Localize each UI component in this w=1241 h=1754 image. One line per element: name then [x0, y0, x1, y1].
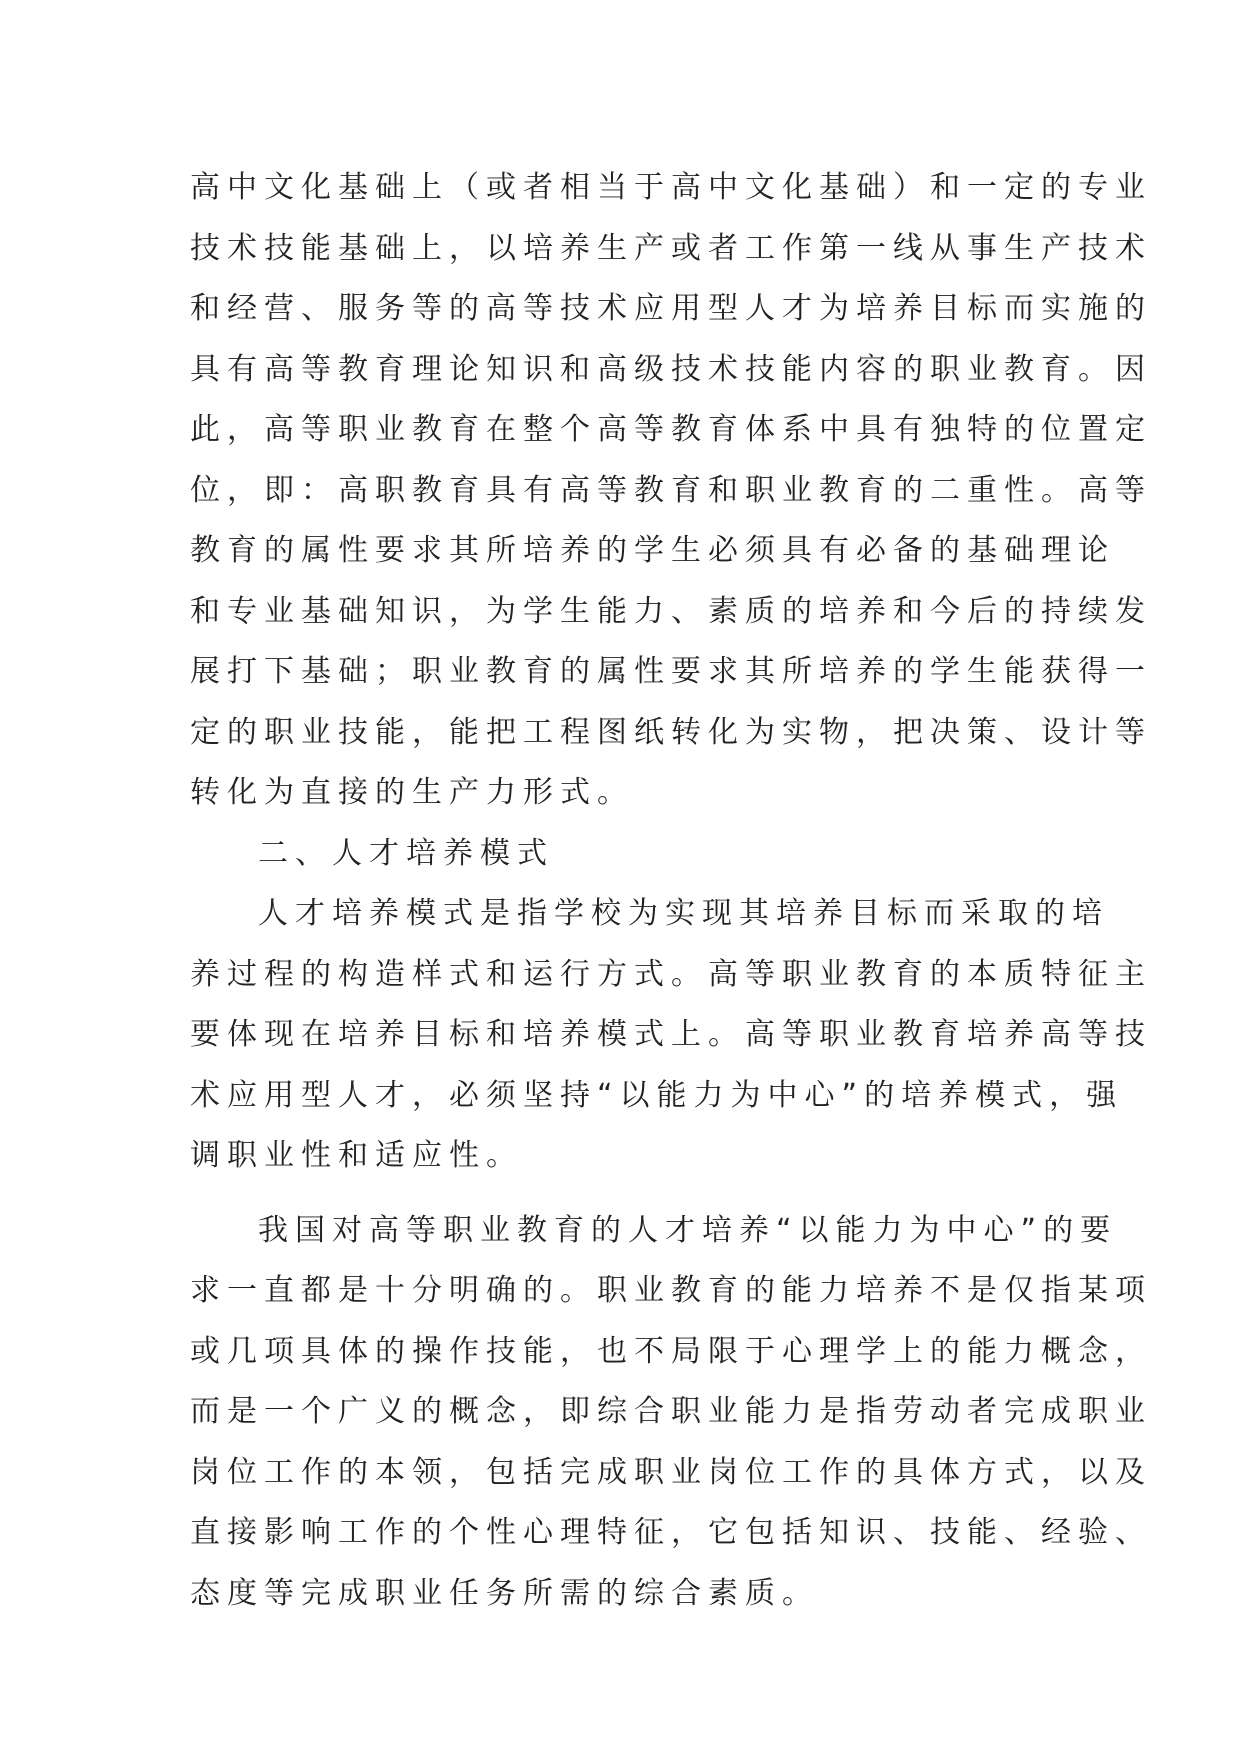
text-line: 人才培养模式是指学校为实现其培养目标而采取的培 [258, 896, 1109, 931]
text-line: 我国对高等职业教育的人才培养“以能力为中心”的要 [258, 1212, 1118, 1248]
text-line: 要体现在培养目标和培养模式上。高等职业教育培养高等技 [190, 1017, 1152, 1052]
text-line: 教育的属性要求其所培养的学生必须具有必备的基础理论 [190, 533, 1115, 568]
text-line: 技术技能基础上，以培养生产或者工作第一线从事生产技术 [190, 230, 1152, 266]
section-heading: 二、人才培养模式 [258, 835, 554, 871]
text-line: 岗位工作的本领，包括完成职业岗位工作的具体方式，以及 [190, 1454, 1152, 1490]
text-line: 和经营、服务等的高等技术应用型人才为培养目标而实施的 [190, 291, 1152, 326]
document-body [190, 158, 1152, 1624]
text-line: 和专业基础知识，为学生能力、素质的培养和今后的持续发 [190, 593, 1152, 629]
text-line: 而是一个广义的概念，即综合职业能力是指劳动者完成职业 [190, 1394, 1152, 1429]
text-line: 转化为直接的生产力形式。 [190, 775, 634, 810]
paragraph-2 [190, 884, 1152, 1187]
text-line: 定的职业技能，能把工程图纸转化为实物，把决策、设计等 [190, 714, 1152, 750]
text-line: 或几项具体的操作技能，也不局限于心理学上的能力概念， [190, 1333, 1152, 1369]
text-line: 养过程的构造样式和运行方式。高等职业教育的本质特征主 [190, 956, 1152, 992]
text-line: 高中文化基础上（或者相当于高中文化基础）和一定的专业 [190, 170, 1152, 205]
text-line: 态度等完成职业任务所需的综合素质。 [190, 1575, 819, 1611]
text-line: 具有高等教育理论知识和高级技术技能内容的职业教育。因 [190, 351, 1152, 387]
text-line: 此，高等职业教育在整个高等教育体系中具有独特的位置定 [190, 412, 1152, 447]
text-line: 展打下基础；职业教育的属性要求其所培养的学生能获得一 [190, 654, 1152, 689]
text-line: 调职业性和适应性。 [190, 1138, 523, 1173]
text-line: 位，即：高职教育具有高等教育和职业教育的二重性。高等 [190, 472, 1152, 508]
paragraph-continuation [190, 158, 1152, 824]
text-line: 术应用型人才，必须坚持“以能力为中心”的培养模式，强 [190, 1077, 1124, 1113]
text-line: 直接影响工作的个性心理特征，它包括知识、技能、经验、 [190, 1515, 1152, 1550]
paragraph-3 [190, 1201, 1152, 1625]
text-line: 求一直都是十分明确的。职业教育的能力培养不是仅指某项 [190, 1273, 1152, 1308]
